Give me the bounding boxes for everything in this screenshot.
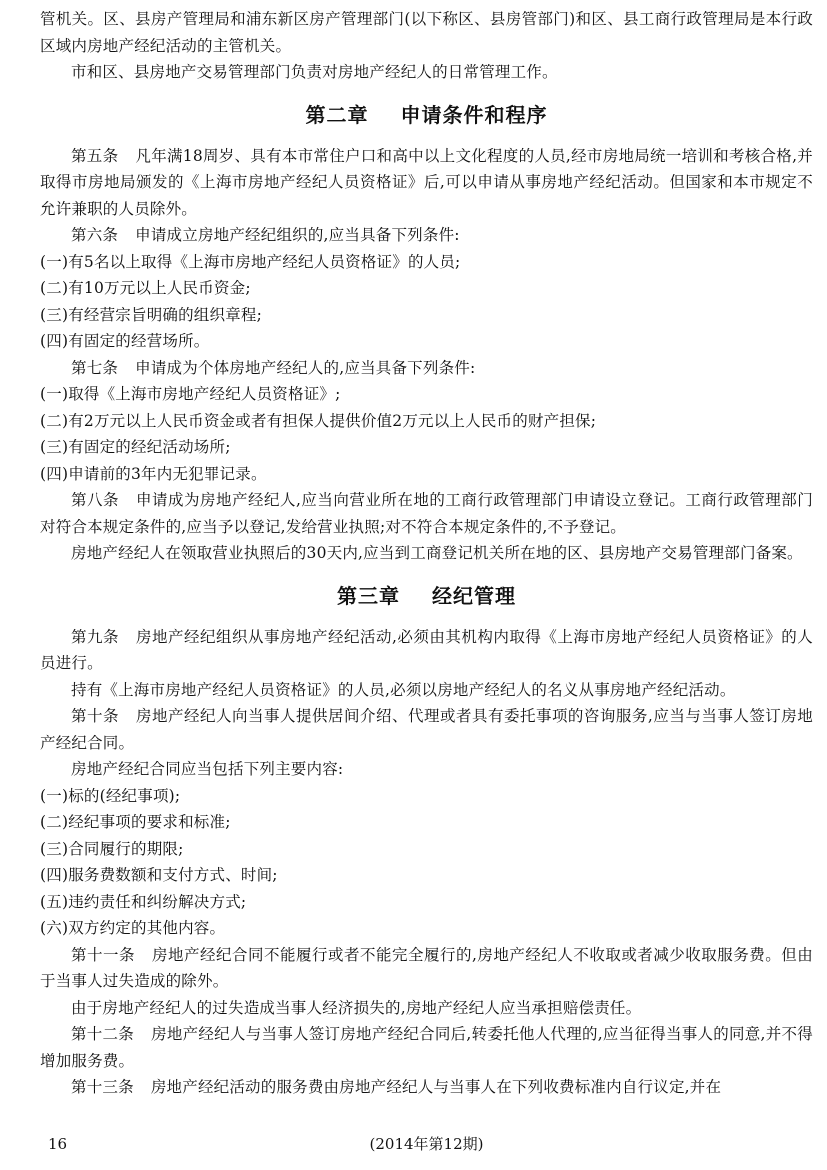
article-6-label: 第六条 <box>71 226 119 244</box>
paragraph-intro-2: 市和区、县房地产交易管理部门负责对房地产经纪人的日常管理工作。 <box>71 63 558 81</box>
chapter-2-heading <box>40 100 813 130</box>
article-7 <box>40 355 813 382</box>
article-7-item-4: (四)申请前的3年内无犯罪记录。 <box>40 464 267 483</box>
document-body <box>40 6 813 1101</box>
article-10-text: 房地产经纪人向当事人提供居间介绍、代理或者具有委托事项的咨询服务,应当与当事人签订房地产经纪合同。 <box>40 707 814 752</box>
article-6 <box>40 222 813 249</box>
chapter-3-title: 经纪管理 <box>432 583 516 608</box>
article-10-item-6: (六)双方约定的其他内容。 <box>40 919 226 937</box>
article-6-item-2: (二)有10万元以上人民币资金; <box>40 279 251 297</box>
article-10-item-4: (四)服务费数额和支付方式、时间; <box>40 866 278 884</box>
article-11 <box>40 942 813 995</box>
article-8 <box>40 487 813 540</box>
article-7-label: 第七条 <box>71 358 119 377</box>
article-10-item-5: (五)违约责任和纠纷解决方式; <box>40 892 247 911</box>
article-10-item-2: (二)经纪事项的要求和标准; <box>40 813 231 831</box>
article-10-paragraph-2: 房地产经纪合同应当包括下列主要内容: <box>71 760 344 778</box>
article-7-item-1: (一)取得《上海市房地产经纪人员资格证》; <box>40 385 341 403</box>
issue-label: (2014年第12期) <box>369 1135 484 1153</box>
page-footer <box>40 1132 813 1156</box>
article-13-label: 第十三条 <box>71 1078 134 1096</box>
article-13 <box>40 1074 813 1101</box>
page-number: 16 <box>48 1135 68 1153</box>
chapter-2-number: 第二章 <box>305 102 369 127</box>
article-8-label: 第八条 <box>71 491 119 509</box>
article-9 <box>40 624 813 677</box>
article-6-item-4: (四)有固定的经营场所。 <box>40 332 210 350</box>
chapter-3-heading <box>40 581 813 611</box>
article-9-label: 第九条 <box>71 627 119 646</box>
article-6-text: 申请成立房地产经纪组织的,应当具备下列条件: <box>135 226 460 244</box>
chapter-2-title: 申请条件和程序 <box>400 102 548 127</box>
article-11-label: 第十一条 <box>71 945 135 964</box>
article-10-item-3: (三)合同履行的期限; <box>40 839 184 858</box>
article-7-item-2: (二)有2万元以上人民币资金或者有担保人提供价值2万元以上人民币的财产担保; <box>40 411 597 430</box>
paragraph-intro-1: 管机关。区、县房产管理局和浦东新区房产管理部门(以下称区、县房管部门)和区、县工商行政管理局是本行政区域内房地产经纪活动的主管机关。 <box>40 10 813 55</box>
article-9-paragraph-2: 持有《上海市房地产经纪人员资格证》的人员,必须以房地产经纪人的名义从事房地产经纪活动。 <box>71 680 736 699</box>
article-5-text: 凡年满18周岁、具有本市常住户口和高中以上文化程度的人员,经市房地局统一培训和考核合格,并取得市房地局颁发的《上海市房地产经纪人员资格证》后,可以申请从事房地产经纪活动。但国家和本市规定不允许兼职的人员除外。 <box>40 146 813 218</box>
article-7-text: 申请成为个体房地产经纪人的,应当具备下列条件: <box>135 358 476 377</box>
article-10-label: 第十条 <box>71 707 119 725</box>
article-6-item-3: (三)有经营宗旨明确的组织章程; <box>40 305 263 324</box>
article-5 <box>40 143 813 223</box>
article-11-paragraph-2: 由于房地产经纪人的过失造成当事人经济损失的,房地产经纪人应当承担赔偿责任。 <box>71 998 642 1017</box>
article-13-text: 房地产经纪活动的服务费由房地产经纪人与当事人在下列收费标准内自行议定,并在 <box>150 1078 722 1096</box>
article-8-text: 申请成为房地产经纪人,应当向营业所在地的工商行政管理部门申请设立登记。工商行政管理部门对符合本规定条件的,应当予以登记,发给营业执照;对不符合本规定条件的,不予登记。 <box>40 491 814 536</box>
article-10 <box>40 703 813 756</box>
article-7-item-3: (三)有固定的经纪活动场所; <box>40 438 231 456</box>
article-6-item-1: (一)有5名以上取得《上海市房地产经纪人员资格证》的人员; <box>40 252 461 271</box>
chapter-3-number: 第三章 <box>337 583 400 608</box>
article-9-text: 房地产经纪组织从事房地产经纪活动,必须由其机构内取得《上海市房地产经纪人员资格证》的人员进行。 <box>40 627 814 672</box>
article-11-text: 房地产经纪合同不能履行或者不能完全履行的,房地产经纪人不收取或者减少收取服务费。但由于当事人过失造成的除外。 <box>40 945 813 990</box>
article-10-item-1: (一)标的(经纪事项); <box>40 786 181 805</box>
article-8-paragraph-2: 房地产经纪人在领取营业执照后的30天内,应当到工商登记机关所在地的区、县房地产交易管理部门备案。 <box>71 544 803 562</box>
article-5-label: 第五条 <box>71 146 119 165</box>
article-12 <box>40 1021 813 1074</box>
article-12-label: 第十二条 <box>71 1025 135 1043</box>
article-12-text: 房地产经纪人与当事人签订房地产经纪合同后,转委托他人代理的,应当征得当事人的同意,并不得增加服务费。 <box>40 1025 813 1070</box>
